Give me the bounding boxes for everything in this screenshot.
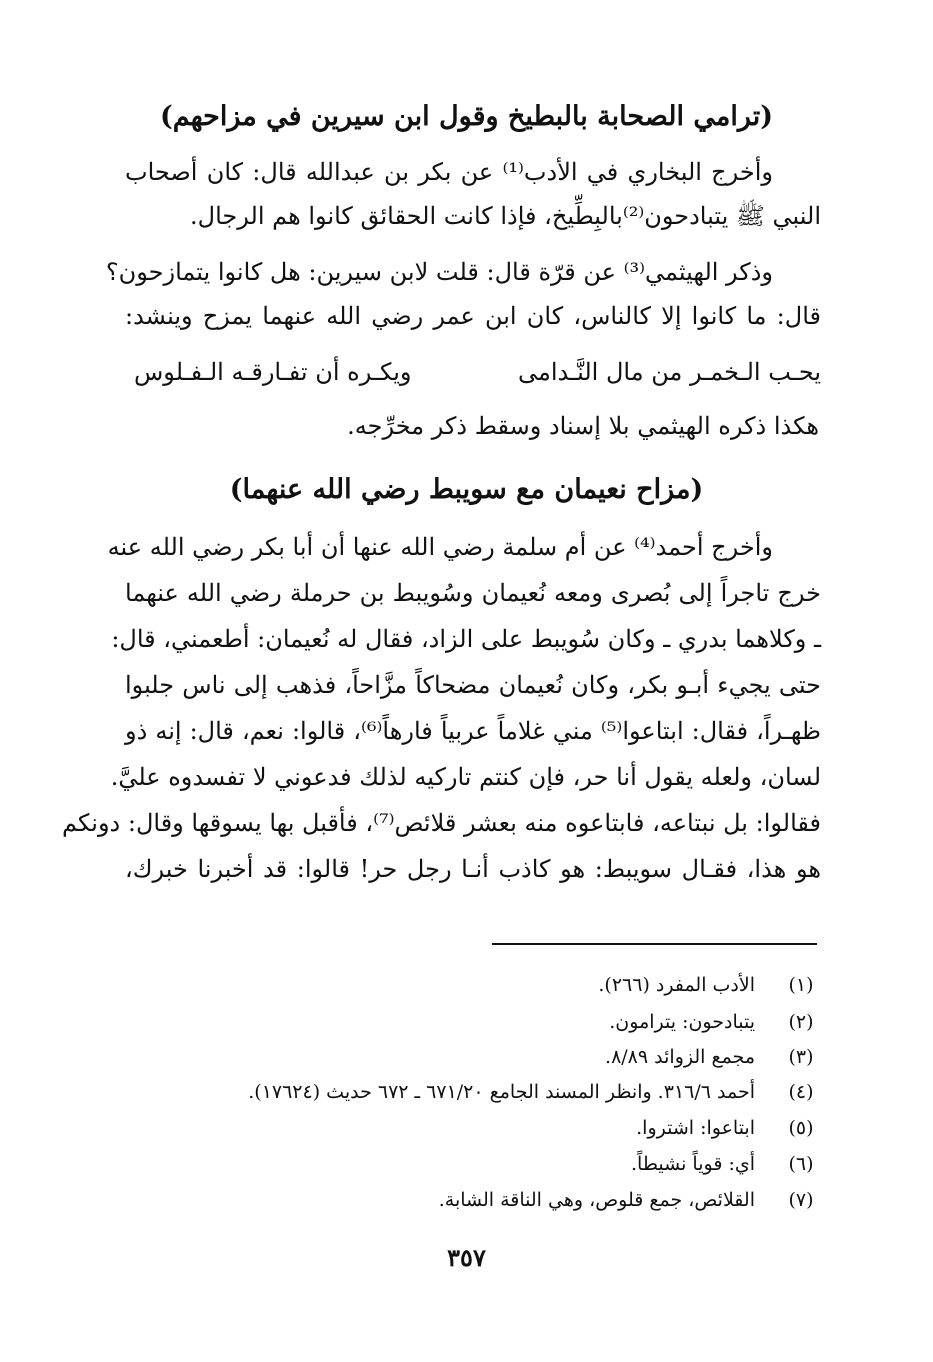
- footnote-number: (١): [788, 974, 814, 996]
- footnote-text: الأدب المفرد (٢٦٦).: [598, 974, 755, 996]
- footnote-item: [140, 968, 821, 1002]
- paragraph-line: وأخرج أحمد⁽⁴⁾ عن أم سلمة رضي الله عنها أن أبا بكر رضي الله عنه: [107, 533, 773, 561]
- footnote-item: [140, 1147, 821, 1181]
- paragraph-line: خرج تاجراً إلى بُصرى ومعه نُعيمان وسُويبط بن حرملة رضي الله عنهما: [125, 579, 821, 607]
- paragraph-line: حتى يجيء أبـو بكر، وكان نُعيمان مضحاكاً مزَّاحاً، فذهب إلى ناس جلبوا: [125, 671, 821, 699]
- paragraph-line: ظهـراً، فقال: ابتاعوا⁽⁵⁾ مني غلاماً عربياً فارهاً⁽⁶⁾، قالوا: نعم، قال: إنه ذو: [125, 717, 821, 745]
- paragraph-line: لسان، ولعله يقول أنا حر، فإن كنتم تاركيه لذلك فدعوني لا تفسدوه عليَّ.: [110, 763, 821, 791]
- footnote-number: (٢): [788, 1011, 814, 1033]
- section-title-nuayman: (مزاح نعيمان مع سويبط رضي الله عنهما): [229, 474, 704, 505]
- verse-second-hemistich: ويكـره أن تفـارقـه الـفـلوس: [134, 358, 412, 386]
- footnote-item: [140, 1111, 821, 1145]
- footnote-number: (٦): [788, 1153, 814, 1175]
- footnote-text: يتبادحون: يترامون.: [609, 1011, 755, 1033]
- footnote-text: ابتاعوا: اشتروا.: [636, 1117, 755, 1139]
- footnote-number: (٧): [788, 1189, 814, 1211]
- footnote-item: [140, 1075, 821, 1109]
- section-title-watermelon: (ترامي الصحابة بالبطيخ وقول ابن سيرين في مزاحهم): [159, 101, 774, 132]
- footnote-text: أحمد ٣١٦/٦. وانظر المسند الجامع ٦٧١/٢٠ ـ ٦٧٢ حديث (١٧٦٢٤).: [248, 1081, 755, 1103]
- footnote-item: [140, 1005, 821, 1039]
- footnote-item: [140, 1183, 821, 1217]
- footnote-number: (٣): [788, 1046, 814, 1068]
- footnote-text: القلائص، جمع قلوص، وهي الناقة الشابة.: [438, 1189, 755, 1211]
- verse-first-hemistich: يحـب الـخمـر من مال النَّـدامى: [517, 358, 821, 386]
- paragraph-line: هكذا ذكره الهيثمي بلا إسناد وسقط ذكر مخرِّجه.: [347, 412, 819, 440]
- footnote-number: (٤): [788, 1081, 814, 1103]
- footnote-separator: [492, 943, 817, 945]
- paragraph-line: فقالوا: بل نبتاعه، فابتاعوه منه بعشر قلائص⁽⁷⁾، فأقبل بها يسوقها وقال: دونكم: [62, 809, 821, 837]
- paragraph-line: ـ وكلاهما بدري ـ وكان سُويبط على الزاد، فقال له نُعيمان: أطعمني، قال:: [111, 625, 821, 653]
- paragraph-line: وذكر الهيثمي⁽³⁾ عن قرّة قال: قلت لابن سيرين: هل كانوا يتمازحون؟: [105, 258, 773, 286]
- page-number: ٣٥٧: [447, 1243, 486, 1272]
- footnote-item: [140, 1040, 821, 1074]
- footnote-text: مجمع الزوائد ٨/٨٩.: [605, 1046, 755, 1068]
- footnote-number: (٥): [788, 1117, 814, 1139]
- paragraph-line: قال: ما كانوا إلا كالناس، كان ابن عمر رضي الله عنهما يمزح وينشد:: [125, 302, 821, 330]
- paragraph-line: هو هذا، فقـال سويبط: هو كاذب أنـا رجل حر! قالوا: قد أخبرنا خبرك،: [125, 855, 821, 883]
- paragraph-line: وأخرج البخاري في الأدب⁽¹⁾ عن بكر بن عبدالله قال: كان أصحاب: [125, 158, 774, 186]
- paragraph-line: النبي ﷺ يتبادحون⁽²⁾بالبِطِّيخ، فإذا كانت الحقائق كانوا هم الرجال.: [190, 202, 821, 230]
- footnote-text: أي: قوياً نشيطاً.: [631, 1153, 755, 1175]
